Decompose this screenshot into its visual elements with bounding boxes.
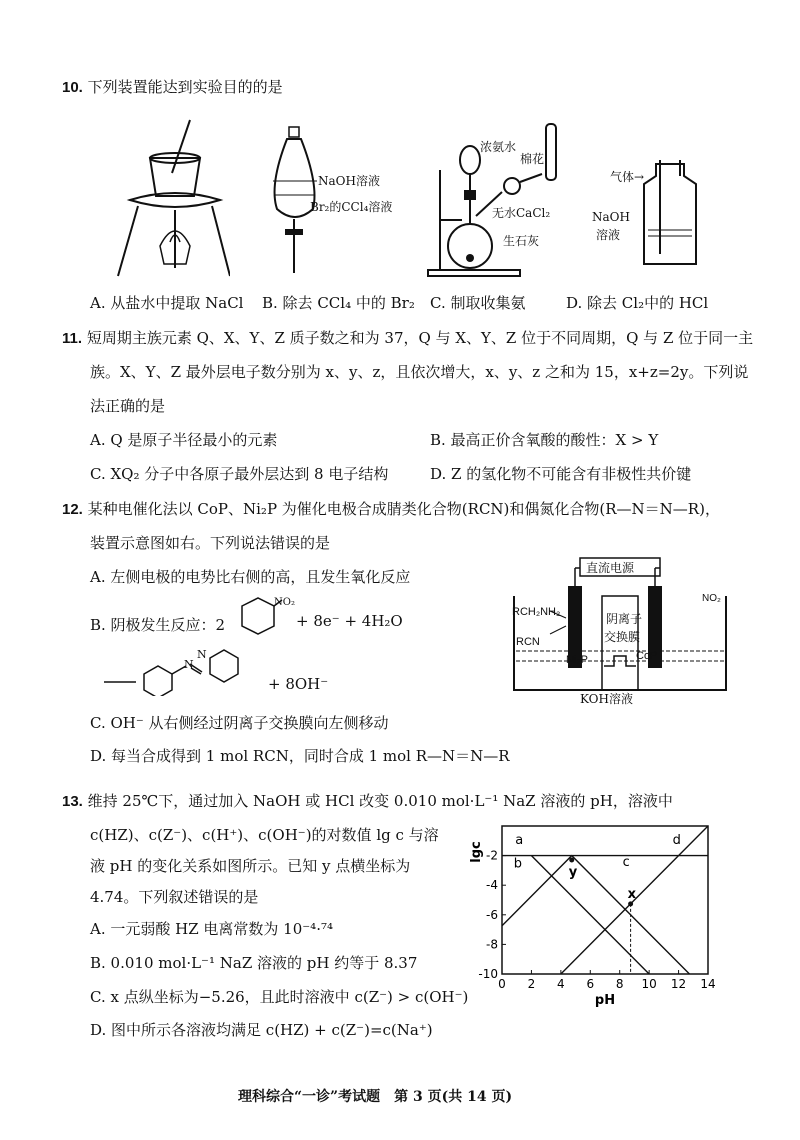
q12-fig-rch2nh2-label: RCH₂NH₂ bbox=[512, 606, 561, 618]
series-label-b: b bbox=[513, 856, 523, 872]
q10-fig-b-label-naoh: NaOH溶液 bbox=[318, 174, 380, 188]
q12-option-b-end: + 8OH⁻ bbox=[268, 675, 329, 693]
q12-option-c: C. OH⁻ 从右侧经过阴离子交换膜向左侧移动 bbox=[90, 714, 389, 732]
q13-option-b: B. 0.010 mol·L⁻¹ NaZ 溶液的 pH 约等于 8.37 bbox=[90, 954, 418, 972]
q12-number: 12. bbox=[62, 501, 83, 518]
q11-option-d: D. Z 的氢化物不可能含有非极性共价键 bbox=[430, 465, 692, 483]
y-tick-label: -2 bbox=[486, 848, 498, 863]
y-axis-label: lgc bbox=[469, 841, 484, 863]
y-tick-label: -10 bbox=[478, 967, 498, 981]
q12-fig-koh-label: KOH溶液 bbox=[580, 692, 633, 706]
q12-line1-text: 某种电催化法以 CoP、Ni₂P 为催化电极合成腈类化合物(RCN)和偶氮化合物(R—N＝N—R)， bbox=[87, 500, 720, 518]
q12-fig-membrane-label2: 交换膜 bbox=[604, 630, 641, 644]
q12-no2-label: NO₂ bbox=[274, 597, 295, 608]
q10-fig-c-label-cacl2: 无水CaCl₂ bbox=[492, 206, 551, 220]
point-label-y: y bbox=[568, 865, 578, 881]
x-tick-label: 4 bbox=[557, 977, 565, 991]
page-footer: 理科综合“一诊”考试题 第 3 页(共 14 页) bbox=[238, 1089, 513, 1105]
y-tick-label: -8 bbox=[486, 937, 498, 952]
q13-line1 bbox=[62, 790, 673, 811]
q13-option-a: A. 一元弱酸 HZ 电离常数为 10⁻⁴·⁷⁴ bbox=[90, 920, 333, 938]
q10-fig-c-label-ammonia: 浓氨水 bbox=[480, 140, 517, 154]
q12-azobenzene-structure bbox=[100, 648, 270, 696]
q10-fig-c-label-cotton: 棉花 bbox=[520, 152, 545, 166]
q12-option-b-mid: + 8e⁻ + 4H₂O bbox=[296, 612, 403, 630]
point-label-x: x bbox=[627, 886, 636, 902]
q10-stem-text: 下列装置能达到实验目的的是 bbox=[87, 78, 283, 96]
q10-option-c: C. 制取收集氨 bbox=[430, 294, 526, 312]
x-axis-label: pH bbox=[594, 993, 616, 1008]
y-tick-label: -6 bbox=[486, 907, 498, 922]
q13-lgc-ph-chart bbox=[468, 812, 738, 1012]
q11-line1-text: 短周期主族元素 Q、X、Y、Z 质子数之和为 37，Q 与 X、Y、Z 位于不同周期，Q 与 Z 位于同一主 bbox=[86, 329, 754, 347]
q12-option-d: D. 每当合成得到 1 mol RCN，同时合成 1 mol R—N＝N—R bbox=[90, 747, 510, 765]
q11-line1 bbox=[62, 327, 753, 348]
q10-option-d: D. 除去 Cl₂中的 HCl bbox=[566, 294, 709, 312]
q11-number: 11. bbox=[62, 330, 83, 347]
q12-fig-cop-label: CoP bbox=[636, 650, 658, 662]
q10-fig-d-label-naoh: NaOH bbox=[592, 210, 630, 224]
q13-line2: c(HZ)、c(Z⁻)、c(H⁺)、c(OH⁻)的对数值 lg c 与溶 bbox=[90, 826, 439, 844]
x-tick-label: 2 bbox=[527, 977, 536, 991]
x-tick-label: 0 bbox=[498, 977, 506, 991]
q12-line1 bbox=[62, 498, 720, 519]
plot-frame bbox=[502, 826, 708, 974]
series-line-a bbox=[502, 856, 708, 993]
q12-fig-no2-label: NO₂ bbox=[702, 593, 721, 604]
q12-fig-ni2p-label: Ni₂P bbox=[566, 654, 588, 666]
q10-figure-a bbox=[110, 118, 230, 278]
q13-option-c: C. x 点纵坐标为−5.26，且此时溶液中 c(Z⁻) > c(OH⁻) bbox=[90, 988, 469, 1006]
q13-line1-text: 维持 25℃下，通过加入 NaOH 或 HCl 改变 0.010 mol·L⁻¹ NaZ 溶液的 pH，溶液中 bbox=[87, 792, 673, 810]
x-tick-label: 10 bbox=[641, 977, 657, 991]
q10-fig-d-label-solution: 溶液 bbox=[596, 228, 621, 242]
series-label-d: d bbox=[672, 832, 681, 848]
series-line-b bbox=[502, 856, 708, 926]
q11-line3: 法正确的是 bbox=[90, 397, 166, 415]
q10-option-a: A. 从盐水中提取 NaCl bbox=[90, 294, 244, 312]
q13-line4: 4.74。下列叙述错误的是 bbox=[90, 888, 259, 906]
q13-number: 13. bbox=[62, 793, 83, 810]
x-tick-label: 8 bbox=[615, 977, 624, 991]
q12-azo-n2-label: N bbox=[197, 648, 207, 661]
q12-fig-power-label: 直流电源 bbox=[586, 561, 635, 575]
q10-fig-c-label-lime: 生石灰 bbox=[503, 234, 540, 248]
x-tick-label: 12 bbox=[670, 977, 687, 991]
q11-option-c: C. XQ₂ 分子中各原子最外层达到 8 电子结构 bbox=[90, 465, 389, 483]
q11-option-a: A. Q 是原子半径最小的元素 bbox=[90, 431, 278, 449]
q12-fig-rcn-label: RCN bbox=[516, 636, 540, 648]
y-tick-label: -4 bbox=[486, 878, 498, 893]
q10-fig-b-label-br2: Br₂的CCl₄溶液 bbox=[310, 200, 393, 214]
q12-option-a: A. 左侧电极的电势比右侧的高，且发生氧化反应 bbox=[90, 568, 411, 586]
q12-azo-n-label: N bbox=[184, 658, 194, 671]
q13-line3: 液 pH 的变化关系如图所示。已知 y 点横坐标为 bbox=[90, 857, 411, 875]
q13-option-d: D. 图中所示各溶液均满足 c(HZ) + c(Z⁻)=c(Na⁺) bbox=[90, 1021, 433, 1039]
x-tick-label: 14 bbox=[700, 977, 716, 991]
q11-option-b: B. 最高正价含氧酸的酸性：X > Y bbox=[430, 431, 659, 449]
q10-stem bbox=[62, 80, 283, 95]
q10-number: 10. bbox=[62, 79, 83, 96]
q12-fig-membrane-label1: 阴离子 bbox=[606, 612, 643, 626]
x-tick-label: 6 bbox=[586, 977, 595, 991]
series-label-c: c bbox=[622, 854, 630, 870]
point-y bbox=[569, 858, 574, 863]
q12-option-b-prefix: B. 阴极发生反应：2 bbox=[90, 616, 226, 634]
q12-line2: 装置示意图如右。下列说法错误的是 bbox=[90, 534, 331, 552]
series-label-a: a bbox=[515, 832, 524, 848]
q11-line2: 族。X、Y、Z 最外层电子数分别为 x、y、z，且依次增大，x、y、z 之和为 15，x+z=2y。下列说 bbox=[90, 363, 749, 381]
q10-option-b: B. 除去 CCl₄ 中的 Br₂ bbox=[262, 294, 415, 312]
q10-fig-d-label-gas: 气体→ bbox=[610, 170, 645, 184]
